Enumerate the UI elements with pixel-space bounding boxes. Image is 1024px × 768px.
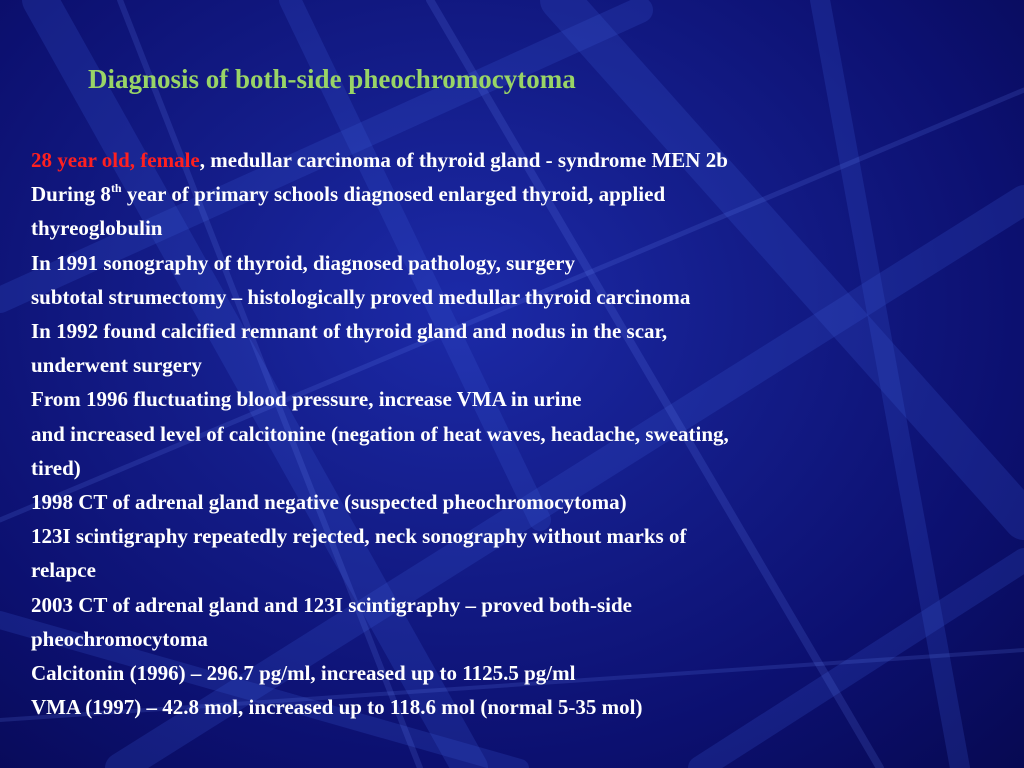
body-line-2-pre: During 8 (31, 182, 111, 207)
ordinal-superscript: th (110, 181, 122, 196)
body-line-8: From 1996 fluctuating blood pressure, increase VMA in urine (31, 387, 582, 412)
body-line-13: relapce (31, 558, 96, 583)
body-line-10: tired) (31, 455, 81, 480)
body-line-1 (31, 143, 1006, 177)
patient-highlight: 28 year old, female (31, 148, 200, 172)
body-line-5: subtotal strumectomy – histologically proved medullar thyroid carcinoma (31, 284, 691, 309)
body-line-12: 123I scintigraphy repeatedly rejected, neck sonography without marks of (31, 524, 687, 549)
body-line-15: pheochromocytoma (31, 626, 208, 651)
slide-body (31, 143, 1006, 724)
body-line-11: 1998 CT of adrenal gland negative (suspected pheochromocytoma) (31, 490, 627, 515)
body-line-2 (31, 177, 1006, 211)
body-line-7: underwent surgery (31, 353, 202, 378)
body-line-6: In 1992 found calcified remnant of thyroid gland and nodus in the scar, (31, 319, 668, 344)
body-line-1-text: , medullar carcinoma of thyroid gland - syndrome MEN 2b (199, 148, 728, 172)
body-line-17: VMA (1997) – 42.8 mol, increased up to 118.6 mol (normal 5-35 mol) (31, 695, 643, 720)
slide-title: Diagnosis of both-side pheochromocytoma (88, 64, 576, 94)
body-line-16: Calcitonin (1996) – 296.7 pg/ml, increased up to 1125.5 pg/ml (31, 661, 576, 686)
body-line-9: and increased level of calcitonine (negation of heat waves, headache, sweating, (31, 421, 729, 446)
body-line-2-post: year of primary schools diagnosed enlarged thyroid, applied (121, 182, 666, 207)
body-line-4: In 1991 sonography of thyroid, diagnosed pathology, surgery (31, 250, 575, 275)
body-line-14: 2003 CT of adrenal gland and 123I scintigraphy – proved both-side (31, 592, 632, 617)
body-line-3: thyreoglobulin (31, 216, 163, 241)
